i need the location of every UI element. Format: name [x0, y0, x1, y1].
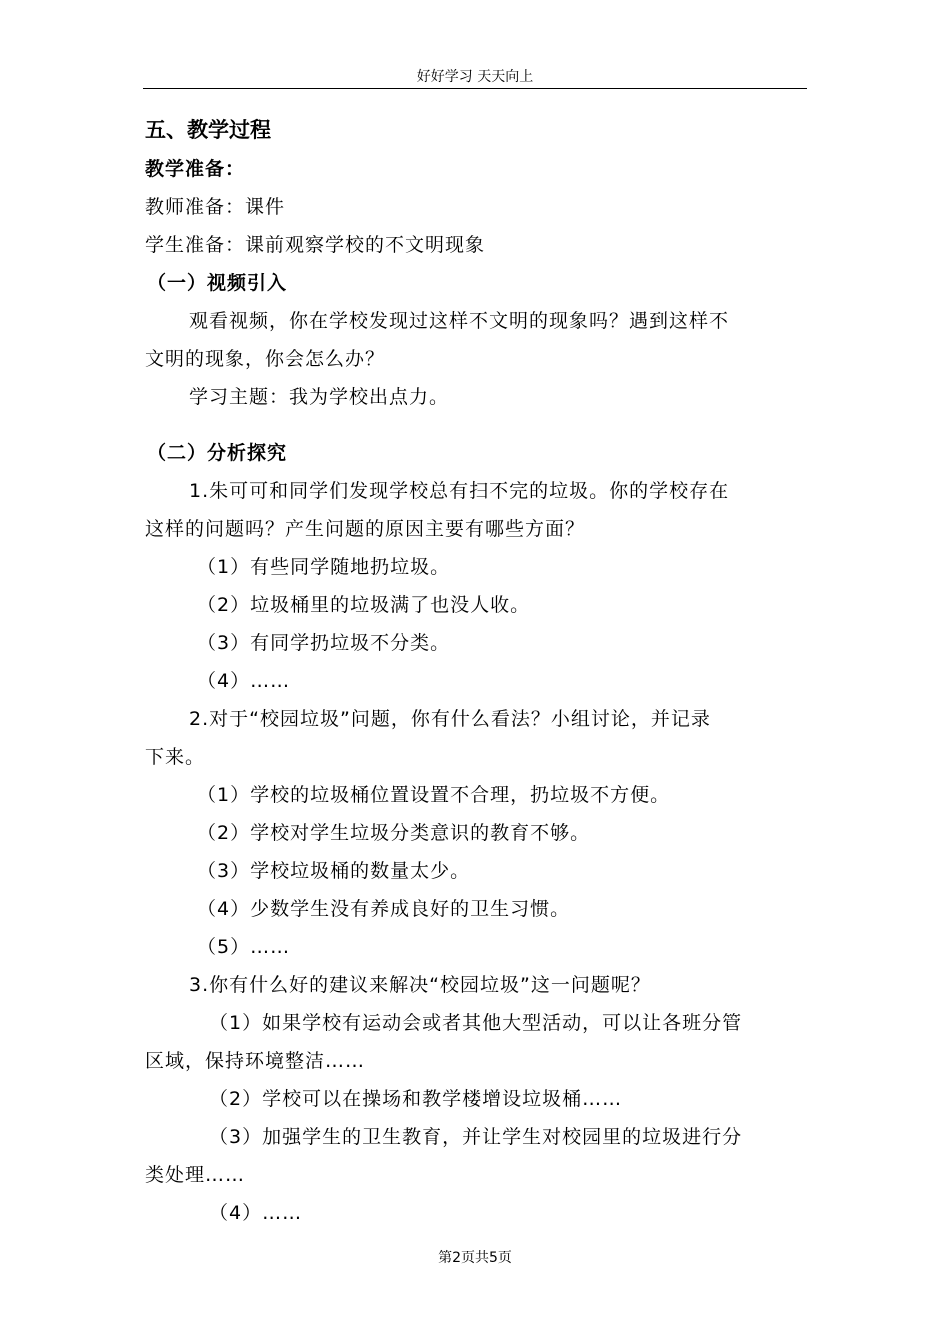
learning-theme: 学习主题：我为学校出点力。 [189, 386, 450, 408]
list-item: （4）…… [197, 670, 291, 692]
suggestion3-line2: 类处理…… [145, 1164, 246, 1186]
part1-paragraph-line1: 观看视频，你在学校发现过这样不文明的现象吗？遇到这样不 [189, 310, 730, 332]
suggestion2: （2）学校可以在操场和教学楼增设垃圾桶…… [209, 1088, 623, 1110]
question1-line2: 这样的问题吗？产生问题的原因主要有哪些方面？ [145, 518, 586, 540]
part2-title: （二）分析探究 [147, 442, 288, 464]
part1-title: （一）视频引入 [147, 272, 288, 294]
student-prep: 学生准备：课前观察学校的不文明现象 [145, 234, 486, 256]
list-item: （1）学校的垃圾桶位置设置不合理，扔垃圾不方便。 [197, 784, 671, 806]
list-item: （1）有些同学随地扔垃圾。 [197, 556, 451, 578]
page-number: 第2页共5页 [438, 1250, 512, 1266]
list-item: （2）学校对学生垃圾分类意识的教育不够。 [197, 822, 591, 844]
suggestion3-line1: （3）加强学生的卫生教育，并让学生对校园里的垃圾进行分 [209, 1126, 743, 1148]
header-divider [143, 88, 807, 89]
list-item: （3）学校垃圾桶的数量太少。 [197, 860, 471, 882]
section-title: 五、教学过程 [145, 118, 271, 142]
prep-title: 教学准备： [145, 158, 246, 180]
teacher-prep: 教师准备：课件 [145, 196, 286, 218]
suggestion1-line2: 区域，保持环境整洁…… [145, 1050, 366, 1072]
question3: 3.你有什么好的建议来解决“校园垃圾”这一问题呢？ [189, 974, 651, 996]
suggestion1-line1: （1）如果学校有运动会或者其他大型活动，可以让各班分管 [209, 1012, 743, 1034]
list-item: （2）垃圾桶里的垃圾满了也没人收。 [197, 594, 531, 616]
question1-line1: 1.朱可可和同学们发现学校总有扫不完的垃圾。你的学校存在 [189, 480, 730, 502]
page-header: 好好学习 天天向上 [416, 69, 534, 85]
question2-line1: 2.对于“校园垃圾”问题，你有什么看法？小组讨论，并记录 [189, 708, 711, 730]
list-item: （3）有同学扔垃圾不分类。 [197, 632, 451, 654]
question2-line2: 下来。 [145, 746, 206, 768]
document-body [145, 110, 805, 1232]
suggestion4: （4）…… [209, 1202, 303, 1224]
part1-paragraph-line2: 文明的现象，你会怎么办？ [145, 348, 386, 370]
list-item: （4）少数学生没有养成良好的卫生习惯。 [197, 898, 571, 920]
list-item: （5）…… [197, 936, 291, 958]
